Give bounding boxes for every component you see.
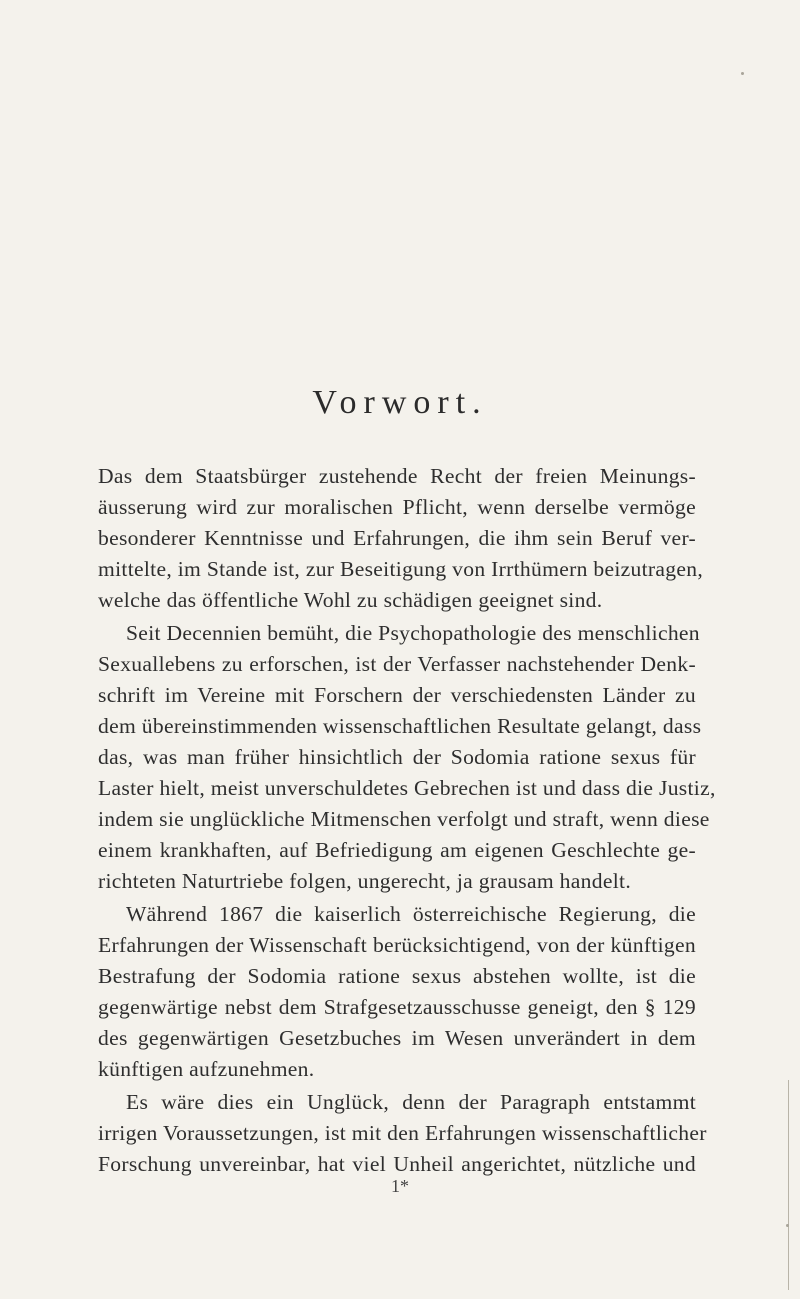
paragraph-line: Laster hielt, meist unverschuldetes Gebrechen ist und dass die Justiz, bbox=[98, 776, 716, 800]
paragraph-line: Forschung unvereinbar, hat viel Unheil angerichtet, nützliche und bbox=[98, 1152, 696, 1176]
paragraph-line: äusserung wird zur moralischen Pflicht, wenn derselbe vermöge bbox=[98, 495, 696, 519]
paragraph-line: gegenwärtige nebst dem Strafgesetzausschusse geneigt, den § 129 bbox=[98, 995, 696, 1019]
paragraph-line: mittelte, im Stande ist, zur Beseitigung von Irrthümern beizutragen, bbox=[98, 557, 704, 581]
page-heading: Vorwort. bbox=[312, 384, 488, 421]
signature-mark: 1* bbox=[391, 1176, 409, 1196]
paragraph-line: Während 1867 die kaiserlich österreichische Regierung, die bbox=[126, 902, 696, 926]
paper-speck bbox=[741, 72, 744, 75]
paper-speck bbox=[786, 1224, 789, 1227]
paragraph-line: dem übereinstimmenden wissenschaftlichen Resultate gelangt, dass bbox=[98, 714, 702, 738]
paragraph-line: Bestrafung der Sodomia ratione sexus abstehen wollte, ist die bbox=[98, 964, 696, 988]
paragraph-line: Es wäre dies ein Unglück, denn der Paragraph entstammt bbox=[126, 1090, 696, 1114]
paragraph-line: irrigen Voraussetzungen, ist mit den Erfahrungen wissenschaftlicher bbox=[98, 1121, 707, 1145]
paragraph-line: künftigen aufzunehmen. bbox=[98, 1057, 315, 1081]
page-edge-shadow bbox=[788, 1080, 789, 1290]
paragraph-line: Erfahrungen der Wissenschaft berücksichtigend, von der künftigen bbox=[98, 933, 696, 957]
paragraph-line: richteten Naturtriebe folgen, ungerecht, ja grausam handelt. bbox=[98, 869, 632, 893]
paragraph-line: indem sie unglückliche Mitmenschen verfolgt und straft, wenn diese bbox=[98, 807, 710, 831]
paragraph-line: das, was man früher hinsichtlich der Sodomia ratione sexus für bbox=[98, 745, 696, 769]
paragraph-line: Seit Decennien bemüht, die Psychopathologie des menschlichen bbox=[126, 621, 700, 645]
paragraph-line: besonderer Kenntnisse und Erfahrungen, die ihm sein Beruf ver- bbox=[98, 526, 696, 550]
paragraph-line: Sexuallebens zu erforschen, ist der Verfasser nachstehender Denk- bbox=[98, 652, 696, 676]
paragraph-line: Das dem Staatsbürger zustehende Recht der freien Meinungs- bbox=[98, 464, 696, 488]
paragraph-line: des gegenwärtigen Gesetzbuches im Wesen unverändert in dem bbox=[98, 1026, 696, 1050]
paragraph-line: einem krankhaften, auf Befriedigung am eigenen Geschlechte ge- bbox=[98, 838, 696, 862]
paragraph-line: welche das öffentliche Wohl zu schädigen geeignet sind. bbox=[98, 588, 603, 612]
paragraph-line: schrift im Vereine mit Forschern der verschiedensten Länder zu bbox=[98, 683, 696, 707]
